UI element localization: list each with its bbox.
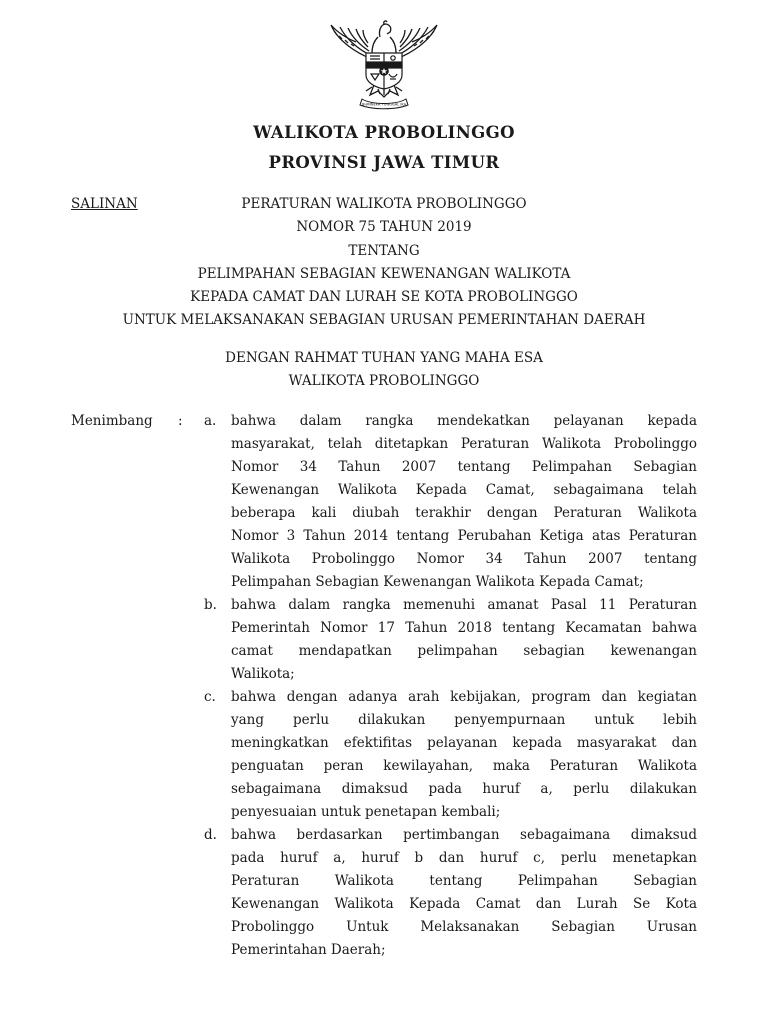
regulation-line: TENTANG <box>348 242 420 259</box>
clause-text-line: Peraturan Walikota tentang Pelimpahan Sebagian <box>231 873 697 889</box>
clause-text-line: Kewenangan Walikota Kepada Camat, sebagaimana telah <box>231 482 697 498</box>
preamble <box>100 347 668 394</box>
clause-text-line: meningkatkan efektifitas pelayanan kepada masyarakat dan <box>231 735 697 751</box>
considering-label: Menimbang <box>71 413 153 429</box>
regulation-line: PERATURAN WALIKOTA PROBOLINGGO <box>241 196 527 212</box>
clause-text-line: bahwa dengan adanya arah kebijakan, program dan kegiatan <box>231 689 697 705</box>
clause-letter: a. <box>204 413 217 429</box>
considering-colon: : <box>178 413 183 429</box>
regulation-line: PELIMPAHAN SEBAGIAN KEWENANGAN WALIKOTA <box>197 265 571 282</box>
regulation-line: UNTUK MELAKSANAKAN SEBAGIAN URUSAN PEMERINTAHAN DAERAH <box>122 312 646 329</box>
regulation-title <box>100 193 668 333</box>
clause-letter: d. <box>204 827 217 843</box>
preamble-line: WALIKOTA PROBOLINGGO <box>288 373 480 390</box>
clause-text-line: pada huruf a, huruf b dan huruf c, perlu menetapkan <box>231 850 697 866</box>
clause-letter: c. <box>204 689 216 705</box>
clause-text-line: beberapa kali diubah terakhir dengan Peraturan Walikota <box>231 505 697 521</box>
city-title: WALIKOTA PROBOLINGGO <box>253 123 515 142</box>
clause-text-line: masyarakat, telah ditetapkan Peraturan Walikota Probolinggo <box>231 436 697 452</box>
province-title: PROVINSI JAWA TIMUR <box>268 153 500 172</box>
clause-text-line: bahwa dalam rangka mendekatkan pelayanan kepada <box>231 413 697 429</box>
clause-text-line: bahwa dalam rangka memenuhi amanat Pasal 11 Peraturan <box>231 597 697 613</box>
copy-label: SALINAN <box>71 196 138 212</box>
clause-text-line: Pelimpahan Sebagian Kewenangan Walikota Kepada Camat; <box>231 574 644 590</box>
clause-text-line: Probolinggo Untuk Melaksanakan Sebagian Urusan <box>231 919 697 935</box>
clause-text-line: penyesuaian untuk penetapan kembali; <box>231 804 501 820</box>
garuda-emblem-icon <box>326 19 442 111</box>
clause-text-line: Pemerintahan Daerah; <box>231 942 386 958</box>
clause-letter: b. <box>204 597 217 613</box>
clause-text-line: yang perlu dilakukan penyempurnaan untuk lebih <box>231 712 697 728</box>
clause-text-line: camat mendapatkan pelimpahan sebagian kewenangan <box>231 643 697 659</box>
clause-text-line: Nomor 34 Tahun 2007 tentang Pelimpahan Sebagian <box>231 459 697 475</box>
regulation-line: KEPADA CAMAT DAN LURAH SE KOTA PROBOLINGGO <box>190 289 578 306</box>
clause-text-line: Kewenangan Walikota Kepada Camat dan Lurah Se Kota <box>231 896 697 912</box>
clause-text-line: Pemerintah Nomor 17 Tahun 2018 tentang Kecamatan bahwa <box>231 620 697 636</box>
clause-text-line: Walikota Probolinggo Nomor 34 Tahun 2007 tentang <box>231 551 697 567</box>
regulation-line: NOMOR 75 TAHUN 2019 <box>296 219 472 236</box>
clause-text-line: penguatan peran kewilayahan, maka Peraturan Walikota <box>231 758 697 774</box>
preamble-line: DENGAN RAHMAT TUHAN YANG MAHA ESA <box>225 350 543 366</box>
clause-text-line: Nomor 3 Tahun 2014 tentang Perubahan Ketiga atas Peraturan <box>231 528 697 544</box>
clause-text-line: bahwa berdasarkan pertimbangan sebagaimana dimaksud <box>231 827 697 843</box>
clause-text-line: sebagaimana dimaksud pada huruf a, perlu dilakukan <box>231 781 697 797</box>
clause-text-line: Walikota; <box>231 666 295 682</box>
motto-text: BHINNEKA TUNGGAL IKA <box>361 102 407 107</box>
